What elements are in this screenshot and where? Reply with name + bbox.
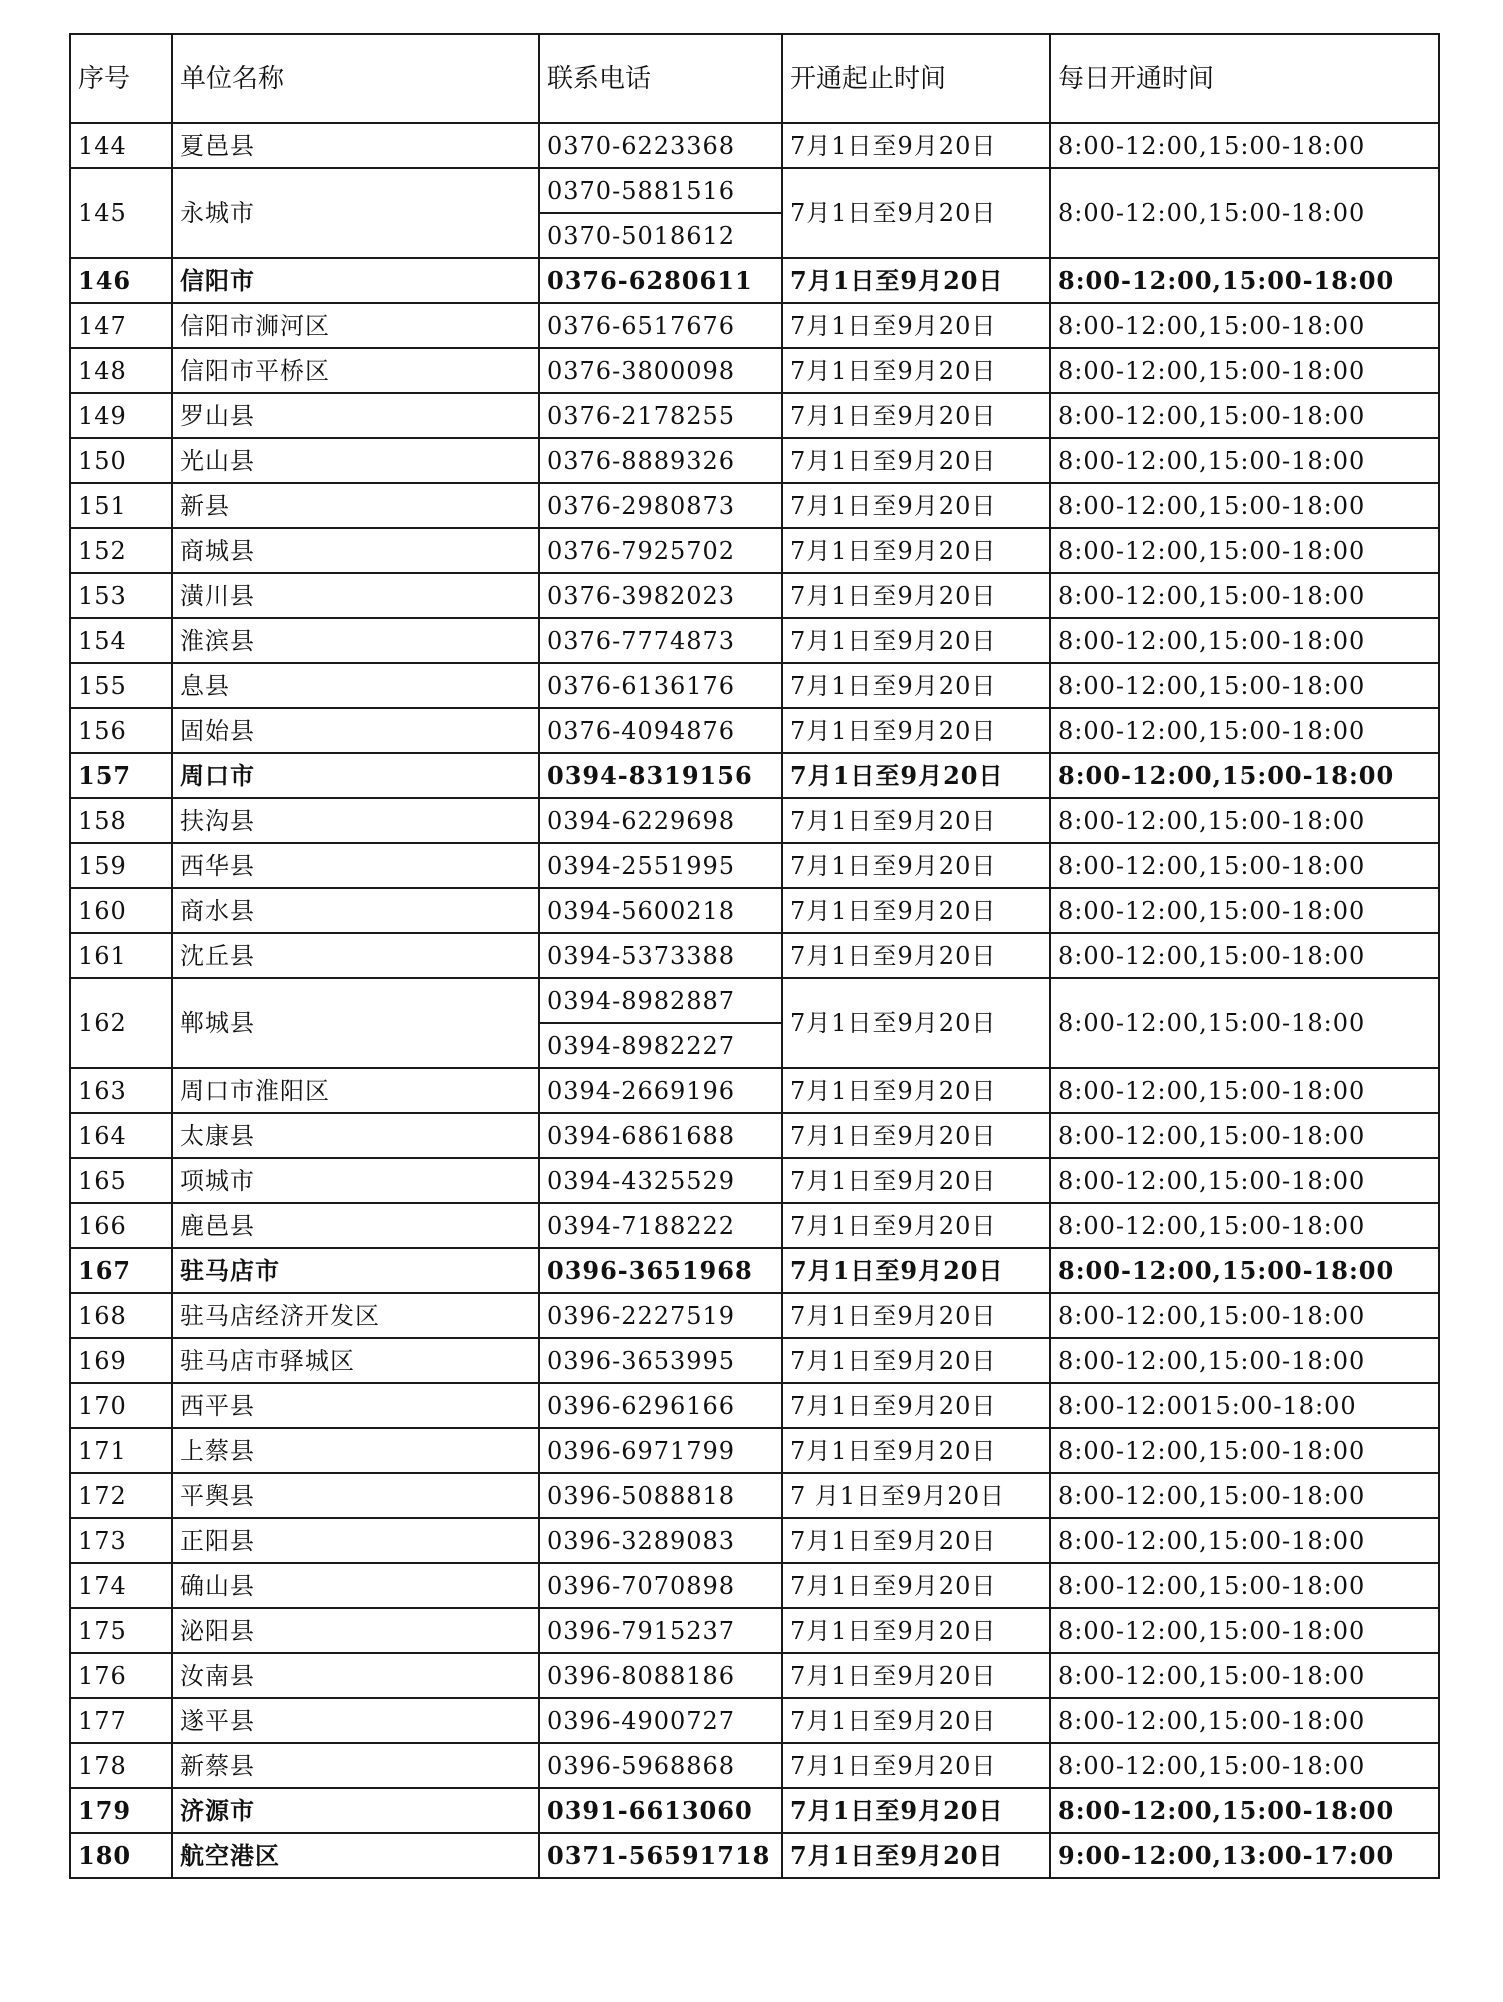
- cell-no: 169: [70, 1338, 172, 1383]
- cell-period: 7月1日至9月20日: [782, 708, 1050, 753]
- table-row: [70, 1518, 1439, 1563]
- cell-period: 7月1日至9月20日: [782, 1743, 1050, 1788]
- cell-phone: 0376-7774873: [539, 618, 782, 663]
- cell-no: 179: [70, 1788, 172, 1833]
- cell-unit: 周口市: [172, 753, 539, 798]
- table-row: [70, 1383, 1439, 1428]
- cell-hours: 8:00-12:00,15:00-18:00: [1050, 1608, 1439, 1653]
- cell-hours: 8:00-12:00,15:00-18:00: [1050, 1203, 1439, 1248]
- table-row: [70, 573, 1439, 618]
- table-row: [70, 1248, 1439, 1293]
- cell-phone: 0396-6971799: [539, 1428, 782, 1473]
- cell-hours: 8:00-12:00,15:00-18:00: [1050, 978, 1439, 1068]
- cell-phone: 0394-8982887: [539, 978, 782, 1023]
- cell-period: 7月1日至9月20日: [782, 573, 1050, 618]
- cell-period: 7月1日至9月20日: [782, 798, 1050, 843]
- cell-no: 160: [70, 888, 172, 933]
- cell-hours: 8:00-12:00,15:00-18:00: [1050, 1428, 1439, 1473]
- cell-phone: 0396-4900727: [539, 1698, 782, 1743]
- table-row: [70, 123, 1439, 168]
- cell-unit: 新县: [172, 483, 539, 528]
- cell-phone: 0376-6136176: [539, 663, 782, 708]
- cell-period: 7月1日至9月20日: [782, 438, 1050, 483]
- table-row: [70, 1338, 1439, 1383]
- cell-period: 7月1日至9月20日: [782, 1158, 1050, 1203]
- cell-unit: 西华县: [172, 843, 539, 888]
- cell-no: 151: [70, 483, 172, 528]
- cell-period: 7月1日至9月20日: [782, 393, 1050, 438]
- cell-phone: 0394-4325529: [539, 1158, 782, 1203]
- cell-phone: 0376-7925702: [539, 528, 782, 573]
- cell-hours: 8:00-12:00,15:00-18:00: [1050, 1338, 1439, 1383]
- header-no: 序号: [70, 34, 172, 123]
- cell-period: 7月1日至9月20日: [782, 888, 1050, 933]
- cell-period: 7月1日至9月20日: [782, 933, 1050, 978]
- cell-unit: 航空港区: [172, 1833, 539, 1878]
- cell-hours: 8:00-12:00,15:00-18:00: [1050, 438, 1439, 483]
- cell-phone: 0394-8319156: [539, 753, 782, 798]
- cell-no: 156: [70, 708, 172, 753]
- cell-unit: 项城市: [172, 1158, 539, 1203]
- table-row: [70, 393, 1439, 438]
- cell-no: 175: [70, 1608, 172, 1653]
- table-body: [70, 123, 1439, 1878]
- cell-unit: 遂平县: [172, 1698, 539, 1743]
- cell-phone: 0394-7188222: [539, 1203, 782, 1248]
- cell-unit: 上蔡县: [172, 1428, 539, 1473]
- cell-no: 145: [70, 168, 172, 258]
- cell-phone: 0376-6517676: [539, 303, 782, 348]
- cell-period: 7月1日至9月20日: [782, 1788, 1050, 1833]
- cell-phone: 0370-5018612: [539, 213, 782, 258]
- table-row: [70, 1158, 1439, 1203]
- header-hours: 每日开通时间: [1050, 34, 1439, 123]
- cell-period: 7月1日至9月20日: [782, 123, 1050, 168]
- cell-hours: 8:00-12:00,15:00-18:00: [1050, 1653, 1439, 1698]
- cell-no: 162: [70, 978, 172, 1068]
- cell-phone: 0396-3289083: [539, 1518, 782, 1563]
- cell-hours: 9:00-12:00,13:00-17:00: [1050, 1833, 1439, 1878]
- table-row: [70, 1698, 1439, 1743]
- cell-period: 7月1日至9月20日: [782, 1428, 1050, 1473]
- cell-no: 165: [70, 1158, 172, 1203]
- cell-period: 7月1日至9月20日: [782, 1653, 1050, 1698]
- cell-period: 7月1日至9月20日: [782, 258, 1050, 303]
- cell-hours: 8:00-12:0015:00-18:00: [1050, 1383, 1439, 1428]
- cell-unit: 潢川县: [172, 573, 539, 618]
- table-row: [70, 798, 1439, 843]
- cell-no: 173: [70, 1518, 172, 1563]
- table-row: [70, 438, 1439, 483]
- cell-hours: 8:00-12:00,15:00-18:00: [1050, 1788, 1439, 1833]
- cell-unit: 新蔡县: [172, 1743, 539, 1788]
- table-row: [70, 1788, 1439, 1833]
- cell-hours: 8:00-12:00,15:00-18:00: [1050, 933, 1439, 978]
- cell-no: 168: [70, 1293, 172, 1338]
- cell-unit: 驻马店经济开发区: [172, 1293, 539, 1338]
- cell-period: 7月1日至9月20日: [782, 1248, 1050, 1293]
- table-row: [70, 1113, 1439, 1158]
- cell-hours: 8:00-12:00,15:00-18:00: [1050, 573, 1439, 618]
- cell-hours: 8:00-12:00,15:00-18:00: [1050, 1293, 1439, 1338]
- cell-period: 7月1日至9月20日: [782, 1383, 1050, 1428]
- cell-no: 146: [70, 258, 172, 303]
- cell-hours: 8:00-12:00,15:00-18:00: [1050, 1743, 1439, 1788]
- cell-period: 7月1日至9月20日: [782, 348, 1050, 393]
- cell-phone: 0376-8889326: [539, 438, 782, 483]
- cell-no: 166: [70, 1203, 172, 1248]
- cell-phone: 0394-6229698: [539, 798, 782, 843]
- cell-hours: 8:00-12:00,15:00-18:00: [1050, 1158, 1439, 1203]
- cell-hours: 8:00-12:00,15:00-18:00: [1050, 1068, 1439, 1113]
- table-row: [70, 528, 1439, 573]
- table-row: [70, 978, 1439, 1023]
- cell-no: 171: [70, 1428, 172, 1473]
- cell-no: 147: [70, 303, 172, 348]
- cell-hours: 8:00-12:00,15:00-18:00: [1050, 708, 1439, 753]
- cell-period: 7月1日至9月20日: [782, 483, 1050, 528]
- cell-unit: 郸城县: [172, 978, 539, 1068]
- table-row: [70, 1833, 1439, 1878]
- cell-period: 7月1日至9月20日: [782, 663, 1050, 708]
- cell-period: 7月1日至9月20日: [782, 303, 1050, 348]
- cell-no: 172: [70, 1473, 172, 1518]
- cell-hours: 8:00-12:00,15:00-18:00: [1050, 393, 1439, 438]
- table-row: [70, 663, 1439, 708]
- cell-unit: 永城市: [172, 168, 539, 258]
- cell-unit: 驻马店市驿城区: [172, 1338, 539, 1383]
- cell-unit: 周口市淮阳区: [172, 1068, 539, 1113]
- table-row: [70, 348, 1439, 393]
- cell-phone: 0396-5968868: [539, 1743, 782, 1788]
- cell-no: 152: [70, 528, 172, 573]
- cell-unit: 济源市: [172, 1788, 539, 1833]
- table-row: [70, 888, 1439, 933]
- table-row: [70, 483, 1439, 528]
- cell-phone: 0396-6296166: [539, 1383, 782, 1428]
- table-row: [70, 258, 1439, 303]
- cell-phone: 0396-2227519: [539, 1293, 782, 1338]
- cell-period: 7月1日至9月20日: [782, 618, 1050, 663]
- cell-unit: 西平县: [172, 1383, 539, 1428]
- cell-hours: 8:00-12:00,15:00-18:00: [1050, 1563, 1439, 1608]
- header-unit: 单位名称: [172, 34, 539, 123]
- cell-hours: 8:00-12:00,15:00-18:00: [1050, 483, 1439, 528]
- cell-hours: 8:00-12:00,15:00-18:00: [1050, 528, 1439, 573]
- table-row: [70, 168, 1439, 213]
- cell-phone: 0376-3982023: [539, 573, 782, 618]
- cell-period: 7月1日至9月20日: [782, 1833, 1050, 1878]
- cell-hours: 8:00-12:00,15:00-18:00: [1050, 303, 1439, 348]
- cell-phone: 0396-3651968: [539, 1248, 782, 1293]
- cell-unit: 确山县: [172, 1563, 539, 1608]
- cell-phone: 0394-2551995: [539, 843, 782, 888]
- cell-phone: 0394-8982227: [539, 1023, 782, 1068]
- cell-no: 170: [70, 1383, 172, 1428]
- cell-hours: 8:00-12:00,15:00-18:00: [1050, 1518, 1439, 1563]
- cell-hours: 8:00-12:00,15:00-18:00: [1050, 123, 1439, 168]
- cell-period: 7月1日至9月20日: [782, 1563, 1050, 1608]
- cell-no: 161: [70, 933, 172, 978]
- table-row: [70, 1428, 1439, 1473]
- cell-period: 7月1日至9月20日: [782, 1518, 1050, 1563]
- cell-no: 149: [70, 393, 172, 438]
- cell-phone: 0394-5373388: [539, 933, 782, 978]
- table-row: [70, 753, 1439, 798]
- cell-no: 167: [70, 1248, 172, 1293]
- cell-phone: 0396-3653995: [539, 1338, 782, 1383]
- cell-no: 155: [70, 663, 172, 708]
- cell-hours: 8:00-12:00,15:00-18:00: [1050, 348, 1439, 393]
- cell-hours: 8:00-12:00,15:00-18:00: [1050, 663, 1439, 708]
- table-row: [70, 1068, 1439, 1113]
- cell-phone: 0370-5881516: [539, 168, 782, 213]
- cell-no: 178: [70, 1743, 172, 1788]
- table-row: [70, 303, 1439, 348]
- cell-unit: 沈丘县: [172, 933, 539, 978]
- cell-no: 150: [70, 438, 172, 483]
- cell-unit: 太康县: [172, 1113, 539, 1158]
- cell-unit: 平舆县: [172, 1473, 539, 1518]
- cell-period: 7月1日至9月20日: [782, 1113, 1050, 1158]
- cell-period: 7月1日至9月20日: [782, 1293, 1050, 1338]
- cell-phone: 0396-7070898: [539, 1563, 782, 1608]
- cell-phone: 0396-5088818: [539, 1473, 782, 1518]
- cell-unit: 正阳县: [172, 1518, 539, 1563]
- cell-hours: 8:00-12:00,15:00-18:00: [1050, 1248, 1439, 1293]
- cell-phone: 0394-2669196: [539, 1068, 782, 1113]
- cell-phone: 0371-56591718: [539, 1833, 782, 1878]
- cell-unit: 信阳市: [172, 258, 539, 303]
- header-phone: 联系电话: [539, 34, 782, 123]
- cell-no: 154: [70, 618, 172, 663]
- cell-unit: 商城县: [172, 528, 539, 573]
- cell-unit: 信阳市平桥区: [172, 348, 539, 393]
- header-row: [70, 34, 1439, 123]
- cell-phone: 0396-8088186: [539, 1653, 782, 1698]
- cell-hours: 8:00-12:00,15:00-18:00: [1050, 1698, 1439, 1743]
- cell-no: 158: [70, 798, 172, 843]
- table-row: [70, 1743, 1439, 1788]
- cell-hours: 8:00-12:00,15:00-18:00: [1050, 1113, 1439, 1158]
- cell-unit: 鹿邑县: [172, 1203, 539, 1248]
- cell-hours: 8:00-12:00,15:00-18:00: [1050, 618, 1439, 663]
- cell-period: 7月1日至9月20日: [782, 1338, 1050, 1383]
- cell-phone: 0376-4094876: [539, 708, 782, 753]
- table-row: [70, 1563, 1439, 1608]
- cell-no: 180: [70, 1833, 172, 1878]
- cell-hours: 8:00-12:00,15:00-18:00: [1050, 888, 1439, 933]
- cell-phone: 0376-3800098: [539, 348, 782, 393]
- table-row: [70, 1203, 1439, 1248]
- cell-no: 159: [70, 843, 172, 888]
- cell-period: 7 月1日至9月20日: [782, 1473, 1050, 1518]
- table-row: [70, 1608, 1439, 1653]
- cell-period: 7月1日至9月20日: [782, 1203, 1050, 1248]
- cell-phone: 0376-2980873: [539, 483, 782, 528]
- contact-table: [69, 33, 1440, 1879]
- cell-hours: 8:00-12:00,15:00-18:00: [1050, 843, 1439, 888]
- cell-hours: 8:00-12:00,15:00-18:00: [1050, 258, 1439, 303]
- cell-hours: 8:00-12:00,15:00-18:00: [1050, 1473, 1439, 1518]
- cell-unit: 光山县: [172, 438, 539, 483]
- header-period: 开通起止时间: [782, 34, 1050, 123]
- cell-no: 177: [70, 1698, 172, 1743]
- cell-period: 7月1日至9月20日: [782, 528, 1050, 573]
- cell-no: 176: [70, 1653, 172, 1698]
- cell-unit: 泌阳县: [172, 1608, 539, 1653]
- cell-period: 7月1日至9月20日: [782, 843, 1050, 888]
- cell-period: 7月1日至9月20日: [782, 978, 1050, 1068]
- cell-phone: 0396-7915237: [539, 1608, 782, 1653]
- cell-no: 148: [70, 348, 172, 393]
- cell-period: 7月1日至9月20日: [782, 1608, 1050, 1653]
- cell-hours: 8:00-12:00,15:00-18:00: [1050, 753, 1439, 798]
- table-row: [70, 618, 1439, 663]
- cell-phone: 0391-6613060: [539, 1788, 782, 1833]
- table-row: [70, 1293, 1439, 1338]
- cell-hours: 8:00-12:00,15:00-18:00: [1050, 168, 1439, 258]
- cell-period: 7月1日至9月20日: [782, 753, 1050, 798]
- cell-no: 157: [70, 753, 172, 798]
- cell-period: 7月1日至9月20日: [782, 1698, 1050, 1743]
- cell-phone: 0376-2178255: [539, 393, 782, 438]
- cell-period: 7月1日至9月20日: [782, 168, 1050, 258]
- cell-period: 7月1日至9月20日: [782, 1068, 1050, 1113]
- cell-no: 163: [70, 1068, 172, 1113]
- cell-unit: 罗山县: [172, 393, 539, 438]
- cell-no: 164: [70, 1113, 172, 1158]
- cell-hours: 8:00-12:00,15:00-18:00: [1050, 798, 1439, 843]
- cell-phone: 0394-6861688: [539, 1113, 782, 1158]
- cell-unit: 驻马店市: [172, 1248, 539, 1293]
- cell-unit: 淮滨县: [172, 618, 539, 663]
- cell-unit: 固始县: [172, 708, 539, 753]
- cell-unit: 息县: [172, 663, 539, 708]
- cell-phone: 0394-5600218: [539, 888, 782, 933]
- cell-unit: 信阳市浉河区: [172, 303, 539, 348]
- cell-unit: 夏邑县: [172, 123, 539, 168]
- table-row: [70, 708, 1439, 753]
- table-row: [70, 843, 1439, 888]
- cell-phone: 0376-6280611: [539, 258, 782, 303]
- cell-unit: 扶沟县: [172, 798, 539, 843]
- cell-no: 153: [70, 573, 172, 618]
- cell-no: 144: [70, 123, 172, 168]
- cell-no: 174: [70, 1563, 172, 1608]
- cell-unit: 汝南县: [172, 1653, 539, 1698]
- cell-phone: 0370-6223368: [539, 123, 782, 168]
- table-row: [70, 1653, 1439, 1698]
- cell-unit: 商水县: [172, 888, 539, 933]
- table-row: [70, 1473, 1439, 1518]
- table-row: [70, 933, 1439, 978]
